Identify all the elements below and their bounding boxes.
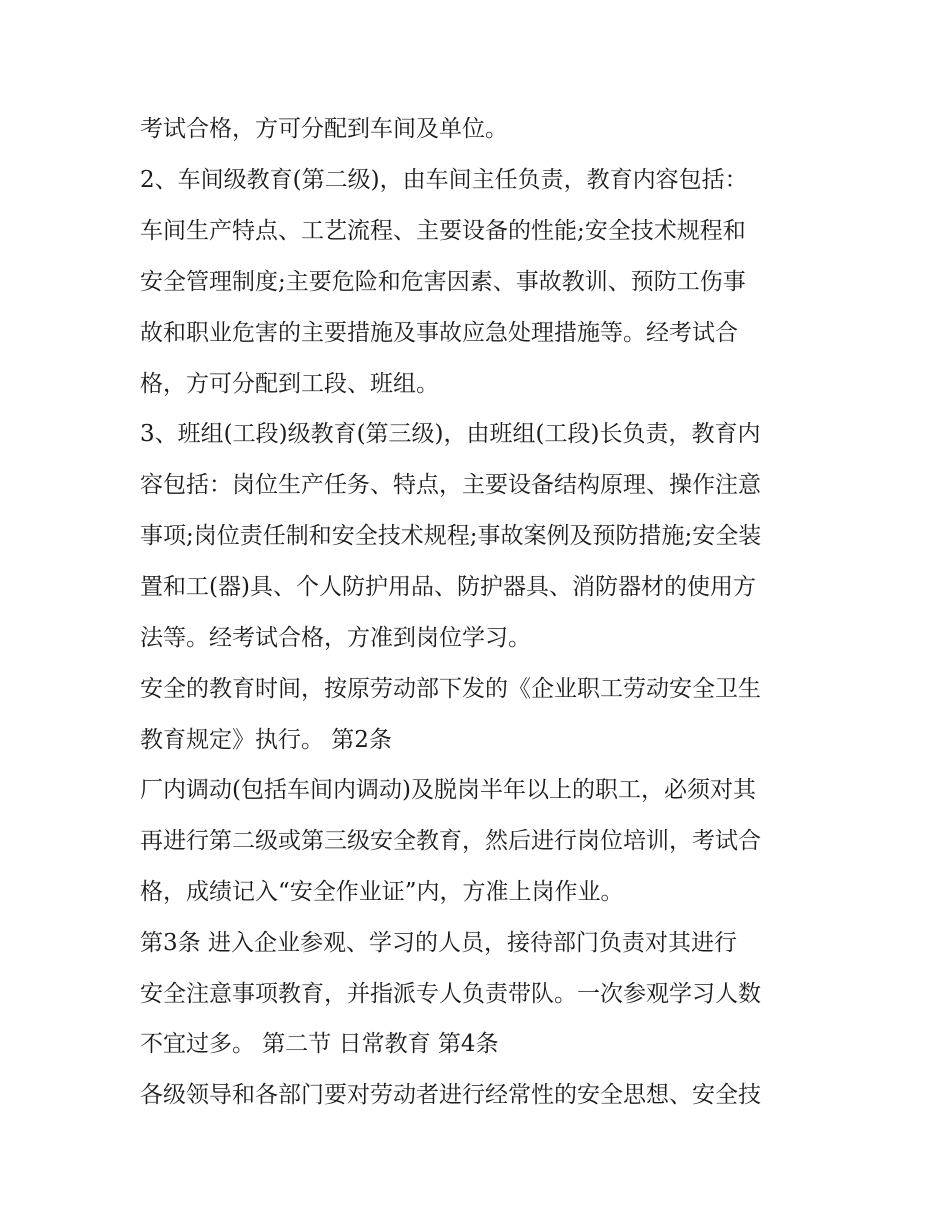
text-line: 置和工(器)具、个人防护用品、防护器具、消防器材的使用方	[140, 574, 756, 600]
text-line: 格，成绩记入“安全作业证”内，方准上岗作业。	[140, 879, 624, 905]
text-line: 不宜过多。 第二节 日常教育 第4条	[140, 1031, 499, 1057]
text-line: 2、车间级教育(第二级)，由车间主任负责，教育内容包括：	[140, 167, 748, 193]
text-line: 容包括：岗位生产任务、特点，主要设备结构原理、操作注意	[140, 472, 761, 498]
text-line: 安全的教育时间，按原劳动部下发的《企业职工劳动安全卫生	[140, 676, 761, 702]
text-line: 法等。经考试合格，方准到岗位学习。	[140, 625, 531, 651]
text-line: 教育规定》执行。 第2条	[140, 727, 392, 753]
text-line: 格，方可分配到工段、班组。	[140, 371, 439, 397]
text-line: 事项;岗位责任制和安全技术规程;事故案例及预防措施;安全装	[140, 523, 762, 549]
text-line: 再进行第二级或第三级安全教育，然后进行岗位培训，考试合	[140, 828, 761, 854]
text-line: 考试合格，方可分配到车间及单位。	[140, 116, 508, 142]
text-line: 3、班组(工段)级教育(第三级)，由班组(工段)长负责，教育内	[140, 421, 761, 447]
text-line: 厂内调动(包括车间内调动)及脱岗半年以上的职工，必须对其	[140, 777, 756, 803]
text-line: 车间生产特点、工艺流程、主要设备的性能;安全技术规程和	[140, 218, 746, 244]
text-line: 安全注意事项教育，并指派专人负责带队。一次参观学习人数	[140, 981, 761, 1007]
text-line: 故和职业危害的主要措施及事故应急处理措施等。经考试合	[140, 320, 738, 346]
text-line: 第3条 进入企业参观、学习的人员，接待部门负责对其进行	[140, 930, 737, 956]
text-line: 安全管理制度;主要危险和危害因素、事故教训、预防工伤事	[140, 269, 746, 295]
text-line: 各级领导和各部门要对劳动者进行经常性的安全思想、安全技	[140, 1082, 761, 1108]
